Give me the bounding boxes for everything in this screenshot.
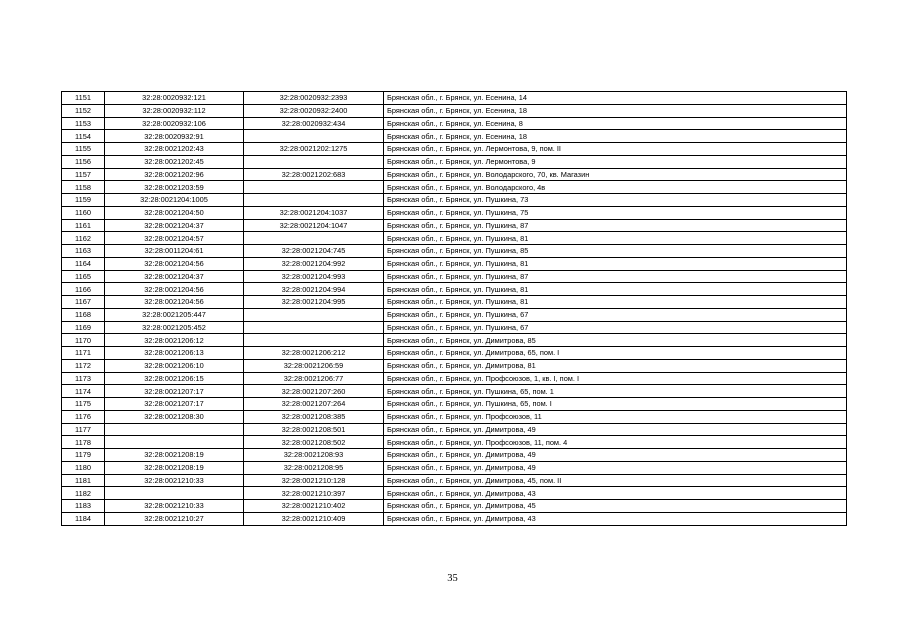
parcel-cadastral-number-cell: 32:28:0020932:91: [105, 130, 244, 143]
parcel-cadastral-number-cell: [105, 436, 244, 449]
address-cell: Брянская обл., г. Брянск, ул. Димитрова, 65, пом. I: [384, 347, 847, 360]
row-number-cell: 1174: [62, 385, 105, 398]
row-number-cell: 1181: [62, 474, 105, 487]
object-cadastral-number-cell: 32:28:0021204:1047: [244, 219, 384, 232]
row-number-cell: 1154: [62, 130, 105, 143]
parcel-cadastral-number-cell: 32:28:0021202:96: [105, 168, 244, 181]
object-cadastral-number-cell: 32:28:0021208:95: [244, 461, 384, 474]
object-cadastral-number-cell: 32:28:0021208:385: [244, 410, 384, 423]
registry-table-body: [62, 92, 847, 526]
object-cadastral-number-cell: [244, 321, 384, 334]
address-cell: Брянская обл., г. Брянск, ул. Димитрова, 49: [384, 461, 847, 474]
address-cell: Брянская обл., г. Брянск, ул. Пушкина, 81: [384, 232, 847, 245]
parcel-cadastral-number-cell: 32:28:0021207:17: [105, 398, 244, 411]
parcel-cadastral-number-cell: 32:28:0021210:33: [105, 500, 244, 513]
page-number: 35: [447, 573, 458, 584]
object-cadastral-number-cell: 32:28:0021204:992: [244, 257, 384, 270]
row-number-cell: 1152: [62, 104, 105, 117]
object-cadastral-number-cell: [244, 334, 384, 347]
row-number-cell: 1170: [62, 334, 105, 347]
address-cell: Брянская обл., г. Брянск, ул. Димитрова, 45, пом. II: [384, 474, 847, 487]
parcel-cadastral-number-cell: 32:28:0021210:27: [105, 512, 244, 525]
row-number-cell: 1184: [62, 512, 105, 525]
parcel-cadastral-number-cell: 32:28:0021206:10: [105, 359, 244, 372]
table-row: [62, 474, 847, 487]
table-row: [62, 130, 847, 143]
address-cell: Брянская обл., г. Брянск, ул. Профсоюзов, 11, пом. 4: [384, 436, 847, 449]
row-number-cell: 1169: [62, 321, 105, 334]
table-row: [62, 461, 847, 474]
address-cell: Брянская обл., г. Брянск, ул. Пушкина, 81: [384, 257, 847, 270]
address-cell: Брянская обл., г. Брянск, ул. Володарского, 70, кв. Магазин: [384, 168, 847, 181]
row-number-cell: 1161: [62, 219, 105, 232]
object-cadastral-number-cell: 32:28:0021210:397: [244, 487, 384, 500]
row-number-cell: 1157: [62, 168, 105, 181]
parcel-cadastral-number-cell: 32:28:0021206:13: [105, 347, 244, 360]
parcel-cadastral-number-cell: 32:28:0021207:17: [105, 385, 244, 398]
object-cadastral-number-cell: [244, 130, 384, 143]
row-number-cell: 1180: [62, 461, 105, 474]
row-number-cell: 1179: [62, 449, 105, 462]
row-number-cell: 1171: [62, 347, 105, 360]
address-cell: Брянская обл., г. Брянск, ул. Профсоюзов, 1, кв. I, пом. I: [384, 372, 847, 385]
address-cell: Брянская обл., г. Брянск, ул. Димитрова, 45: [384, 500, 847, 513]
object-cadastral-number-cell: 32:28:0021202:1275: [244, 143, 384, 156]
address-cell: Брянская обл., г. Брянск, ул. Пушкина, 85: [384, 245, 847, 258]
object-cadastral-number-cell: 32:28:0020932:2400: [244, 104, 384, 117]
parcel-cadastral-number-cell: 32:28:0021204:37: [105, 219, 244, 232]
parcel-cadastral-number-cell: 32:28:0021204:57: [105, 232, 244, 245]
address-cell: Брянская обл., г. Брянск, ул. Димитрова, 43: [384, 512, 847, 525]
parcel-cadastral-number-cell: 32:28:0021202:45: [105, 155, 244, 168]
parcel-cadastral-number-cell: 32:28:0021208:19: [105, 461, 244, 474]
address-cell: Брянская обл., г. Брянск, ул. Есенина, 14: [384, 92, 847, 105]
address-cell: Брянская обл., г. Брянск, ул. Есенина, 8: [384, 117, 847, 130]
row-number-cell: 1160: [62, 206, 105, 219]
object-cadastral-number-cell: [244, 181, 384, 194]
table-row: [62, 487, 847, 500]
table-row: [62, 181, 847, 194]
parcel-cadastral-number-cell: 32:28:0021206:12: [105, 334, 244, 347]
parcel-cadastral-number-cell: 32:28:0021204:56: [105, 296, 244, 309]
table-row: [62, 117, 847, 130]
table-row: [62, 168, 847, 181]
parcel-cadastral-number-cell: 32:28:0011204:61: [105, 245, 244, 258]
row-number-cell: 1167: [62, 296, 105, 309]
table-row: [62, 194, 847, 207]
table-row: [62, 296, 847, 309]
address-cell: Брянская обл., г. Брянск, ул. Есенина, 18: [384, 130, 847, 143]
address-cell: Брянская обл., г. Брянск, ул. Димитрова, 81: [384, 359, 847, 372]
row-number-cell: 1175: [62, 398, 105, 411]
row-number-cell: 1155: [62, 143, 105, 156]
table-row: [62, 410, 847, 423]
table-row: [62, 232, 847, 245]
row-number-cell: 1178: [62, 436, 105, 449]
table-row: [62, 449, 847, 462]
parcel-cadastral-number-cell: [105, 487, 244, 500]
row-number-cell: 1182: [62, 487, 105, 500]
parcel-cadastral-number-cell: 32:28:0021204:1005: [105, 194, 244, 207]
object-cadastral-number-cell: 32:28:0021204:995: [244, 296, 384, 309]
object-cadastral-number-cell: 32:28:0021204:993: [244, 270, 384, 283]
object-cadastral-number-cell: 32:28:0021206:59: [244, 359, 384, 372]
row-number-cell: 1163: [62, 245, 105, 258]
row-number-cell: 1164: [62, 257, 105, 270]
address-cell: Брянская обл., г. Брянск, ул. Пушкина, 81: [384, 283, 847, 296]
address-cell: Брянская обл., г. Брянск, ул. Пушкина, 65, пом. I: [384, 398, 847, 411]
table-row: [62, 245, 847, 258]
parcel-cadastral-number-cell: 32:28:0021206:15: [105, 372, 244, 385]
address-cell: Брянская обл., г. Брянск, ул. Профсоюзов, 11: [384, 410, 847, 423]
object-cadastral-number-cell: [244, 232, 384, 245]
object-cadastral-number-cell: 32:28:0021208:502: [244, 436, 384, 449]
row-number-cell: 1177: [62, 423, 105, 436]
address-cell: Брянская обл., г. Брянск, ул. Пушкина, 75: [384, 206, 847, 219]
object-cadastral-number-cell: 32:28:0021210:128: [244, 474, 384, 487]
table-row: [62, 436, 847, 449]
table-row: [62, 270, 847, 283]
address-cell: Брянская обл., г. Брянск, ул. Лермонтова, 9, пом. II: [384, 143, 847, 156]
parcel-cadastral-number-cell: 32:28:0021204:56: [105, 283, 244, 296]
table-row: [62, 219, 847, 232]
table-row: [62, 283, 847, 296]
table-row: [62, 512, 847, 525]
table-row: [62, 334, 847, 347]
table-row: [62, 423, 847, 436]
parcel-cadastral-number-cell: 32:28:0021203:59: [105, 181, 244, 194]
object-cadastral-number-cell: [244, 308, 384, 321]
parcel-cadastral-number-cell: 32:28:0021204:56: [105, 257, 244, 270]
registry-table: [61, 91, 847, 526]
parcel-cadastral-number-cell: 32:28:0021205:447: [105, 308, 244, 321]
table-row: [62, 257, 847, 270]
table-row: [62, 398, 847, 411]
table-row: [62, 372, 847, 385]
parcel-cadastral-number-cell: 32:28:0020932:121: [105, 92, 244, 105]
row-number-cell: 1158: [62, 181, 105, 194]
address-cell: Брянская обл., г. Брянск, ул. Володарского, 4в: [384, 181, 847, 194]
row-number-cell: 1159: [62, 194, 105, 207]
row-number-cell: 1176: [62, 410, 105, 423]
row-number-cell: 1183: [62, 500, 105, 513]
parcel-cadastral-number-cell: 32:28:0021204:37: [105, 270, 244, 283]
address-cell: Брянская обл., г. Брянск, ул. Димитрова, 49: [384, 423, 847, 436]
object-cadastral-number-cell: 32:28:0021206:77: [244, 372, 384, 385]
parcel-cadastral-number-cell: 32:28:0021208:19: [105, 449, 244, 462]
row-number-cell: 1172: [62, 359, 105, 372]
table-row: [62, 385, 847, 398]
object-cadastral-number-cell: 32:28:0020932:2393: [244, 92, 384, 105]
object-cadastral-number-cell: 32:28:0021204:745: [244, 245, 384, 258]
parcel-cadastral-number-cell: 32:28:0021210:33: [105, 474, 244, 487]
object-cadastral-number-cell: 32:28:0021202:683: [244, 168, 384, 181]
table-row: [62, 206, 847, 219]
object-cadastral-number-cell: 32:28:0021210:402: [244, 500, 384, 513]
parcel-cadastral-number-cell: [105, 423, 244, 436]
row-number-cell: 1165: [62, 270, 105, 283]
address-cell: Брянская обл., г. Брянск, ул. Димитрова, 43: [384, 487, 847, 500]
object-cadastral-number-cell: 32:28:0021206:212: [244, 347, 384, 360]
table-row: [62, 143, 847, 156]
object-cadastral-number-cell: 32:28:0020932:434: [244, 117, 384, 130]
address-cell: Брянская обл., г. Брянск, ул. Пушкина, 65, пом. 1: [384, 385, 847, 398]
object-cadastral-number-cell: 32:28:0021204:1037: [244, 206, 384, 219]
table-row: [62, 347, 847, 360]
address-cell: Брянская обл., г. Брянск, ул. Пушкина, 81: [384, 296, 847, 309]
table-row: [62, 92, 847, 105]
table-row: [62, 359, 847, 372]
address-cell: Брянская обл., г. Брянск, ул. Пушкина, 67: [384, 308, 847, 321]
row-number-cell: 1151: [62, 92, 105, 105]
object-cadastral-number-cell: 32:28:0021207:264: [244, 398, 384, 411]
row-number-cell: 1153: [62, 117, 105, 130]
address-cell: Брянская обл., г. Брянск, ул. Пушкина, 73: [384, 194, 847, 207]
object-cadastral-number-cell: 32:28:0021204:994: [244, 283, 384, 296]
parcel-cadastral-number-cell: 32:28:0020932:112: [105, 104, 244, 117]
row-number-cell: 1156: [62, 155, 105, 168]
row-number-cell: 1173: [62, 372, 105, 385]
parcel-cadastral-number-cell: 32:28:0021202:43: [105, 143, 244, 156]
parcel-cadastral-number-cell: 32:28:0021205:452: [105, 321, 244, 334]
parcel-cadastral-number-cell: 32:28:0021204:50: [105, 206, 244, 219]
parcel-cadastral-number-cell: 32:28:0021208:30: [105, 410, 244, 423]
object-cadastral-number-cell: 32:28:0021208:93: [244, 449, 384, 462]
table-row: [62, 308, 847, 321]
table-row: [62, 104, 847, 117]
address-cell: Брянская обл., г. Брянск, ул. Пушкина, 67: [384, 321, 847, 334]
row-number-cell: 1166: [62, 283, 105, 296]
object-cadastral-number-cell: 32:28:0021208:501: [244, 423, 384, 436]
table-row: [62, 321, 847, 334]
address-cell: Брянская обл., г. Брянск, ул. Лермонтова, 9: [384, 155, 847, 168]
object-cadastral-number-cell: 32:28:0021207:260: [244, 385, 384, 398]
address-cell: Брянская обл., г. Брянск, ул. Димитрова, 49: [384, 449, 847, 462]
object-cadastral-number-cell: 32:28:0021210:409: [244, 512, 384, 525]
row-number-cell: 1162: [62, 232, 105, 245]
address-cell: Брянская обл., г. Брянск, ул. Димитрова, 85: [384, 334, 847, 347]
object-cadastral-number-cell: [244, 155, 384, 168]
table-row: [62, 500, 847, 513]
parcel-cadastral-number-cell: 32:28:0020932:106: [105, 117, 244, 130]
address-cell: Брянская обл., г. Брянск, ул. Есенина, 18: [384, 104, 847, 117]
row-number-cell: 1168: [62, 308, 105, 321]
table-row: [62, 155, 847, 168]
address-cell: Брянская обл., г. Брянск, ул. Пушкина, 87: [384, 219, 847, 232]
object-cadastral-number-cell: [244, 194, 384, 207]
address-cell: Брянская обл., г. Брянск, ул. Пушкина, 87: [384, 270, 847, 283]
